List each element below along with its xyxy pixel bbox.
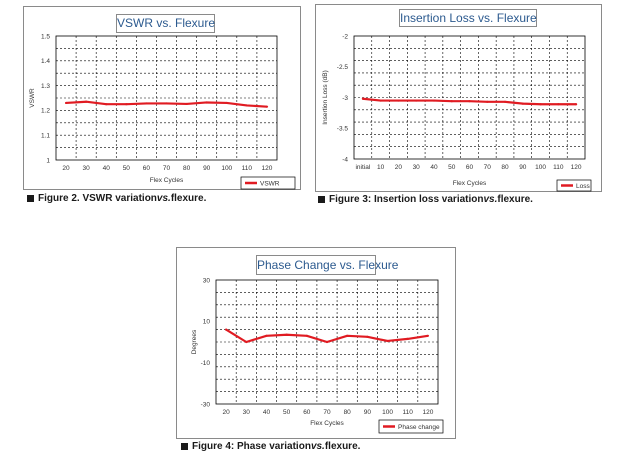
caption-bullet-icon [27, 195, 34, 202]
x-tick-label: 100 [382, 409, 393, 416]
vswr-chart [23, 6, 301, 190]
data-point [451, 100, 453, 102]
y-tick-label: -3.5 [336, 125, 348, 133]
data-point [346, 335, 348, 337]
data-point [226, 102, 228, 104]
y-tick-label: -3 [342, 94, 348, 102]
x-tick-label: 20 [394, 164, 403, 171]
x-tick-label: 20 [222, 409, 230, 416]
x-tick-label: 50 [283, 409, 291, 416]
x-tick-label: 70 [162, 165, 171, 172]
data-point [407, 338, 409, 340]
x-tick-label: initial [355, 164, 371, 171]
figure-2-caption [27, 193, 206, 204]
y-tick-label: -30 [200, 401, 210, 409]
figure-4-caption-vs: vs. [310, 441, 325, 452]
figure-2-caption-prefix: Figure 2. VSWR variation [38, 193, 157, 204]
data-point [575, 103, 577, 105]
y-tick-label: 1.1 [40, 132, 50, 140]
y-tick-label: 1.4 [40, 58, 50, 66]
figure-3-caption-vs: vs. [483, 194, 498, 205]
figure-4-caption-suffix: flexure. [324, 441, 361, 452]
data-point [380, 99, 382, 101]
data-point [433, 99, 435, 101]
data-point [306, 335, 308, 337]
y-tick-label: -10 [200, 359, 210, 367]
x-tick-label: 90 [519, 164, 527, 171]
x-tick-label: 70 [483, 164, 491, 171]
data-point [504, 101, 506, 103]
phase-chart [176, 247, 456, 439]
y-tick-label: 10 [202, 318, 210, 326]
figure-2-caption-suffix: flexure. [170, 193, 207, 204]
y-tick-label: 30 [202, 277, 210, 285]
data-point [362, 98, 364, 100]
y-tick-label: -2.5 [336, 64, 348, 72]
data-point [245, 341, 247, 343]
data-point [145, 102, 147, 104]
x-tick-label: 100 [535, 164, 547, 171]
x-tick-label: 80 [182, 165, 191, 172]
y-axis-label: Insertion Loss (dB) [322, 70, 329, 125]
x-tick-label: 80 [501, 164, 509, 171]
vswr-chart-title: VSWR vs. Flexure [116, 14, 215, 33]
x-tick-label: 40 [102, 165, 110, 172]
data-point [366, 336, 368, 338]
x-tick-label: 40 [262, 409, 271, 416]
x-tick-label: 30 [412, 164, 420, 171]
loss-chart-title: Insertion Loss vs. Flexure [400, 11, 537, 25]
data-point [266, 106, 268, 108]
phase-chart-title: Phase Change vs. Flexure [256, 255, 376, 275]
x-tick-label: 110 [402, 409, 413, 416]
data-point [165, 102, 167, 104]
x-tick-label: 50 [448, 164, 456, 171]
y-axis-label: Degrees [191, 329, 198, 355]
data-point [326, 341, 328, 343]
data-point [486, 101, 488, 103]
loss-chart [315, 4, 602, 192]
data-point [539, 103, 541, 105]
x-tick-label: 90 [363, 409, 371, 416]
data-point [415, 99, 417, 101]
data-point [468, 100, 470, 102]
y-tick-label: -2 [342, 33, 348, 41]
data-point [397, 99, 399, 101]
data-point [225, 329, 227, 331]
x-tick-label: 110 [241, 165, 253, 172]
data-point [386, 340, 388, 342]
figure-3-caption-suffix: flexure. [497, 194, 533, 205]
y-tick-label: 1.2 [40, 107, 50, 115]
figure-2-caption-vs: vs. [156, 193, 171, 204]
x-tick-label: 100 [221, 165, 233, 172]
figure-3-caption [318, 194, 533, 205]
x-tick-label: 70 [323, 409, 331, 416]
x-axis-label: Flex Cycles [310, 420, 344, 427]
x-axis-label: Flex Cycles [149, 177, 184, 184]
y-tick-label: 1.5 [40, 33, 50, 41]
y-axis-label: VSWR [29, 88, 36, 108]
x-tick-label: 60 [465, 164, 474, 171]
y-tick-label: 1.3 [40, 82, 50, 90]
data-point [557, 103, 559, 105]
x-tick-label: 120 [570, 164, 582, 171]
legend-label: Loss [576, 182, 590, 190]
figure-3-caption-prefix: Figure 3: Insertion loss variation [329, 194, 484, 205]
data-point [185, 103, 187, 105]
data-point [522, 103, 524, 105]
x-tick-label: 120 [261, 165, 273, 172]
x-tick-label: 40 [430, 164, 438, 171]
legend [557, 180, 591, 191]
data-point [206, 101, 208, 103]
legend-label: VSWR [260, 180, 280, 188]
figure-4-caption [181, 441, 360, 452]
data-point [125, 103, 127, 105]
x-tick-label: 10 [377, 164, 385, 171]
data-point [105, 103, 107, 105]
data-point [265, 335, 267, 337]
x-axis-label: Flex Cycles [452, 180, 487, 187]
x-tick-label: 60 [303, 409, 311, 416]
caption-bullet-icon [318, 196, 325, 203]
x-tick-label: 20 [62, 165, 70, 172]
data-point [286, 334, 288, 336]
x-tick-label: 120 [422, 409, 434, 416]
y-tick-label: -4 [342, 156, 348, 164]
data-point [246, 104, 248, 106]
x-tick-label: 110 [553, 164, 564, 171]
data-point [65, 102, 67, 104]
x-tick-label: 90 [203, 165, 211, 172]
data-point [427, 335, 429, 337]
data-point [85, 101, 87, 103]
figure-4-caption-prefix: Figure 4: Phase variation [192, 441, 311, 452]
legend [379, 420, 443, 433]
legend-label: Phase change [398, 423, 440, 431]
x-tick-label: 50 [122, 165, 130, 172]
y-tick-label: 1 [46, 157, 50, 165]
x-tick-label: 80 [343, 409, 351, 416]
legend [241, 177, 295, 189]
caption-bullet-icon [181, 443, 188, 450]
x-tick-label: 30 [82, 165, 90, 172]
x-tick-label: 60 [142, 165, 151, 172]
x-tick-label: 30 [242, 409, 250, 416]
